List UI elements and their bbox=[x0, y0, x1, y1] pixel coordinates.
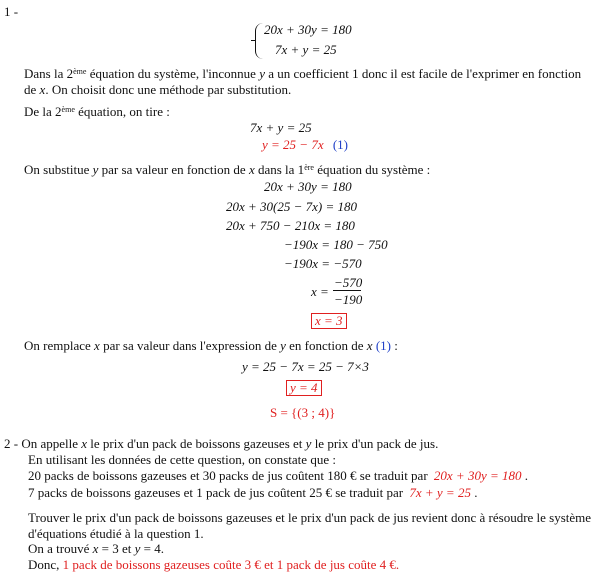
text: On substitue bbox=[24, 162, 93, 177]
text: équation, on tire : bbox=[74, 104, 170, 119]
fraction-numerator: −570 bbox=[334, 275, 363, 290]
text: . bbox=[470, 485, 478, 500]
text: le prix d'un pack de boissons gazeuses et bbox=[87, 436, 306, 451]
conclusion-answer: 1 pack de boissons gazeuses coûte 3 € et 1 pack de jus coûte 4 €. bbox=[62, 557, 400, 572]
variable-x: x bbox=[81, 436, 88, 451]
step-4: −190x = 180 − 750 bbox=[284, 237, 388, 252]
text: De la 2 bbox=[24, 104, 62, 119]
intro-line-1 bbox=[24, 66, 581, 82]
replace-line bbox=[24, 338, 398, 354]
system-brace-tip bbox=[251, 40, 256, 41]
part2-line-1 bbox=[4, 436, 438, 452]
text: 7 packs de boissons gazeuses et 1 pack de jus coûtent 25 € se traduit par bbox=[28, 485, 404, 500]
equation-2: 7x + y = 25 bbox=[409, 485, 471, 500]
superscript: ère bbox=[304, 163, 314, 172]
text: équation du système, l'inconnue bbox=[86, 66, 260, 81]
y-computation: y = 25 − 7x = 25 − 7×3 bbox=[242, 359, 369, 374]
fraction-line bbox=[333, 290, 361, 291]
text: Dans la 2 bbox=[24, 66, 74, 81]
y-result: y = 4 bbox=[286, 380, 322, 396]
substitution-line bbox=[24, 162, 430, 178]
system-equation-1: 20x + 30y = 180 bbox=[264, 22, 352, 37]
superscript: ème bbox=[61, 105, 75, 114]
variable-x: x bbox=[94, 338, 100, 353]
question-number-1: 1 - bbox=[4, 4, 19, 19]
text: équation du système : bbox=[313, 162, 431, 177]
variable-y: y bbox=[305, 436, 312, 451]
text: le prix d'un pack de jus. bbox=[311, 436, 439, 451]
step-6-lhs: x = bbox=[311, 284, 329, 299]
part2-conclusion bbox=[28, 557, 399, 573]
step-1: 20x + 30y = 180 bbox=[264, 179, 352, 194]
derive-line bbox=[24, 104, 170, 120]
text: 2 - On appelle bbox=[4, 436, 82, 451]
y-expression: y = 25 − 7x bbox=[262, 137, 324, 152]
text: 20 packs de boissons gazeuses et 30 packs de jus coûtent 180 € se traduit par bbox=[28, 468, 428, 483]
part2-line-7 bbox=[28, 541, 164, 557]
part2-line-2: En utilisant les données de cette question, on constate que : bbox=[28, 452, 336, 467]
variable-x: x bbox=[248, 162, 255, 177]
variable-y: y bbox=[280, 338, 286, 353]
x-result-box bbox=[311, 313, 347, 329]
intro-line-2 bbox=[24, 82, 291, 98]
system-brace bbox=[255, 23, 264, 59]
variable-x: x bbox=[366, 338, 373, 353]
superscript: ème bbox=[73, 67, 87, 76]
equation-ref-1: (1) bbox=[332, 137, 349, 152]
y-result-box bbox=[286, 380, 322, 396]
variable-x: x bbox=[39, 82, 46, 97]
text: On a trouvé bbox=[28, 541, 93, 556]
step-2: 20x + 30(25 − 7x) = 180 bbox=[226, 199, 358, 214]
variable-y: y bbox=[92, 162, 99, 177]
text: Donc, bbox=[28, 557, 63, 572]
variable-y: y bbox=[259, 66, 265, 81]
system-equation-2: 7x + y = 25 bbox=[275, 42, 337, 57]
part2-line-5: Trouver le prix d'un pack de boissons gazeuses et le prix d'un pack de jus revient donc à résoudre le système bbox=[28, 510, 592, 525]
fraction-denominator: −190 bbox=[334, 292, 363, 307]
equation-ref-1: (1) bbox=[375, 338, 391, 353]
text: = 3 et bbox=[98, 541, 135, 556]
equation-2-restated: 7x + y = 25 bbox=[250, 120, 312, 135]
text: a un coefficient 1 donc il est facile de l'exprimer en fonction bbox=[264, 66, 582, 81]
x-result: x = 3 bbox=[311, 313, 347, 329]
variable-y: y bbox=[134, 541, 141, 556]
equation-y-expression bbox=[262, 137, 348, 153]
text: = 4. bbox=[140, 541, 164, 556]
solution-set: S = {(3 ; 4)} bbox=[270, 405, 336, 420]
text: : bbox=[390, 338, 398, 353]
variable-x: x bbox=[92, 541, 99, 556]
text: . bbox=[521, 468, 528, 483]
step-5: −190x = −570 bbox=[284, 256, 362, 271]
part2-line-3 bbox=[28, 468, 528, 484]
text: par sa valeur en fonction de bbox=[98, 162, 249, 177]
text: en fonction de bbox=[285, 338, 367, 353]
text: par sa valeur dans l'expression de bbox=[99, 338, 281, 353]
text: On remplace bbox=[24, 338, 95, 353]
equation-1: 20x + 30y = 180 bbox=[433, 468, 522, 483]
text: de bbox=[24, 82, 40, 97]
part2-line-4 bbox=[28, 485, 477, 501]
step-3: 20x + 750 − 210x = 180 bbox=[226, 218, 355, 233]
part2-line-6: d'équations étudié à la question 1. bbox=[28, 526, 204, 541]
text: dans la 1 bbox=[254, 162, 305, 177]
text: . On choisit donc une méthode par substitution. bbox=[45, 82, 292, 97]
